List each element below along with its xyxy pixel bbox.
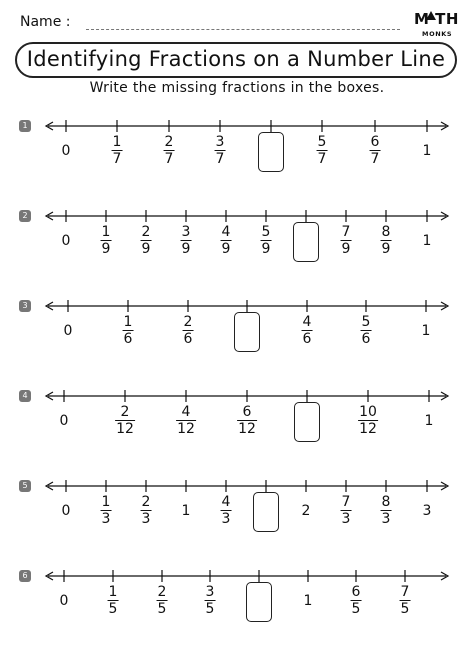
whole-number-label: 3 [422, 503, 432, 519]
fraction-numerator: 2 [141, 494, 151, 510]
question-number-badge: 3 [19, 300, 31, 312]
fraction-label [302, 315, 313, 346]
fraction-label [370, 135, 381, 166]
fraction-label [181, 225, 192, 256]
fraction-denominator: 3 [381, 511, 391, 527]
fraction-label [358, 405, 378, 436]
fraction-denominator: 9 [181, 241, 191, 257]
whole-number-label: 0 [61, 503, 71, 519]
fraction-numerator: 1 [108, 584, 118, 600]
fraction-numerator: 2 [183, 314, 193, 330]
question-number-badge: 5 [19, 480, 31, 492]
fraction-numerator: 7 [341, 224, 351, 240]
fraction-denominator: 9 [341, 241, 351, 257]
missing-fraction-box[interactable] [294, 402, 320, 442]
fraction-denominator: 12 [359, 421, 377, 437]
fraction-label [205, 585, 216, 616]
fraction-denominator: 3 [101, 511, 111, 527]
question-number-badge: 4 [19, 390, 31, 402]
fraction-denominator: 5 [351, 601, 361, 617]
fraction-numerator: 6 [370, 134, 380, 150]
fraction-label [221, 225, 232, 256]
fraction-denominator: 7 [164, 151, 174, 167]
fraction-label [123, 315, 134, 346]
whole-number-label: 1 [424, 413, 434, 429]
fraction-label [261, 225, 272, 256]
whole-number-label: 1 [421, 323, 431, 339]
missing-fraction-box[interactable] [234, 312, 260, 352]
fraction-numerator: 8 [381, 494, 391, 510]
fraction-numerator: 8 [381, 224, 391, 240]
question-number-badge: 6 [19, 570, 31, 582]
whole-number-label: 0 [59, 413, 69, 429]
instructions: Write the missing fractions in the boxes. [89, 80, 385, 96]
fraction-label [400, 585, 411, 616]
logo-subtitle: MONKS [422, 30, 453, 38]
fraction-numerator: 5 [317, 134, 327, 150]
fraction-label [221, 495, 232, 526]
fraction-numerator: 7 [400, 584, 410, 600]
fraction-label [141, 225, 152, 256]
fraction-denominator: 9 [141, 241, 151, 257]
fraction-numerator: 2 [157, 584, 167, 600]
fraction-numerator: 2 [120, 404, 130, 420]
fraction-denominator: 9 [381, 241, 391, 257]
fraction-numerator: 1 [101, 224, 111, 240]
fraction-denominator: 5 [157, 601, 167, 617]
fraction-numerator: 2 [164, 134, 174, 150]
fraction-numerator: 7 [341, 494, 351, 510]
whole-number-label: 1 [181, 503, 191, 519]
fraction-denominator: 7 [215, 151, 225, 167]
fraction-numerator: 4 [221, 224, 231, 240]
question-number-badge: 1 [19, 120, 31, 132]
fraction-label [183, 315, 194, 346]
fraction-label [381, 495, 392, 526]
fraction-denominator: 9 [221, 241, 231, 257]
missing-fraction-box[interactable] [253, 492, 279, 532]
fraction-label [164, 135, 175, 166]
fraction-label [215, 135, 226, 166]
fraction-numerator: 1 [101, 494, 111, 510]
fraction-denominator: 5 [108, 601, 118, 617]
whole-number-label: 0 [59, 593, 69, 609]
worksheet-title: Identifying Fractions on a Number Line [15, 42, 457, 78]
fraction-label [341, 495, 352, 526]
fraction-numerator: 6 [351, 584, 361, 600]
fraction-numerator: 4 [221, 494, 231, 510]
fraction-numerator: 3 [181, 224, 191, 240]
fraction-numerator: 3 [215, 134, 225, 150]
fraction-denominator: 9 [101, 241, 111, 257]
name-label: Name : [20, 14, 71, 30]
fraction-denominator: 3 [221, 511, 231, 527]
fraction-denominator: 3 [341, 511, 351, 527]
fraction-numerator: 5 [261, 224, 271, 240]
fraction-denominator: 12 [116, 421, 134, 437]
whole-number-label: 2 [301, 503, 311, 519]
logo-wordmark: M TH [414, 10, 459, 28]
fraction-denominator: 12 [177, 421, 195, 437]
whole-number-label: 1 [422, 233, 432, 249]
fraction-denominator: 6 [123, 331, 133, 347]
fraction-label [317, 135, 328, 166]
fraction-numerator: 1 [112, 134, 122, 150]
fraction-denominator: 6 [302, 331, 312, 347]
fraction-numerator: 1 [123, 314, 133, 330]
whole-number-label: 0 [61, 233, 71, 249]
fraction-denominator: 3 [141, 511, 151, 527]
fraction-label [112, 135, 123, 166]
fraction-label [141, 495, 152, 526]
fraction-numerator: 5 [361, 314, 371, 330]
fraction-label [115, 405, 135, 436]
fraction-label [237, 405, 257, 436]
fraction-denominator: 6 [183, 331, 193, 347]
fraction-numerator: 3 [205, 584, 215, 600]
fraction-label [341, 225, 352, 256]
fraction-label [381, 225, 392, 256]
missing-fraction-box[interactable] [258, 132, 284, 172]
fraction-denominator: 5 [205, 601, 215, 617]
whole-number-label: 1 [422, 143, 432, 159]
fraction-denominator: 7 [370, 151, 380, 167]
fraction-numerator: 6 [242, 404, 252, 420]
whole-number-label: 1 [303, 593, 313, 609]
fraction-numerator: 4 [302, 314, 312, 330]
question-number-badge: 2 [19, 210, 31, 222]
fraction-denominator: 9 [261, 241, 271, 257]
fraction-label [176, 405, 196, 436]
fraction-label [157, 585, 168, 616]
fraction-denominator: 7 [112, 151, 122, 167]
fraction-numerator: 4 [181, 404, 191, 420]
missing-fraction-box[interactable] [293, 222, 319, 262]
fraction-denominator: 12 [238, 421, 256, 437]
whole-number-label: 0 [61, 143, 71, 159]
fraction-numerator: 2 [141, 224, 151, 240]
fraction-numerator: 10 [359, 404, 377, 420]
fraction-denominator: 5 [400, 601, 410, 617]
fraction-label [101, 495, 112, 526]
fraction-denominator: 6 [361, 331, 371, 347]
fraction-label [101, 225, 112, 256]
fraction-label [361, 315, 372, 346]
fraction-denominator: 7 [317, 151, 327, 167]
fraction-label [351, 585, 362, 616]
fraction-label [108, 585, 119, 616]
missing-fraction-box[interactable] [246, 582, 272, 622]
whole-number-label: 0 [63, 323, 73, 339]
